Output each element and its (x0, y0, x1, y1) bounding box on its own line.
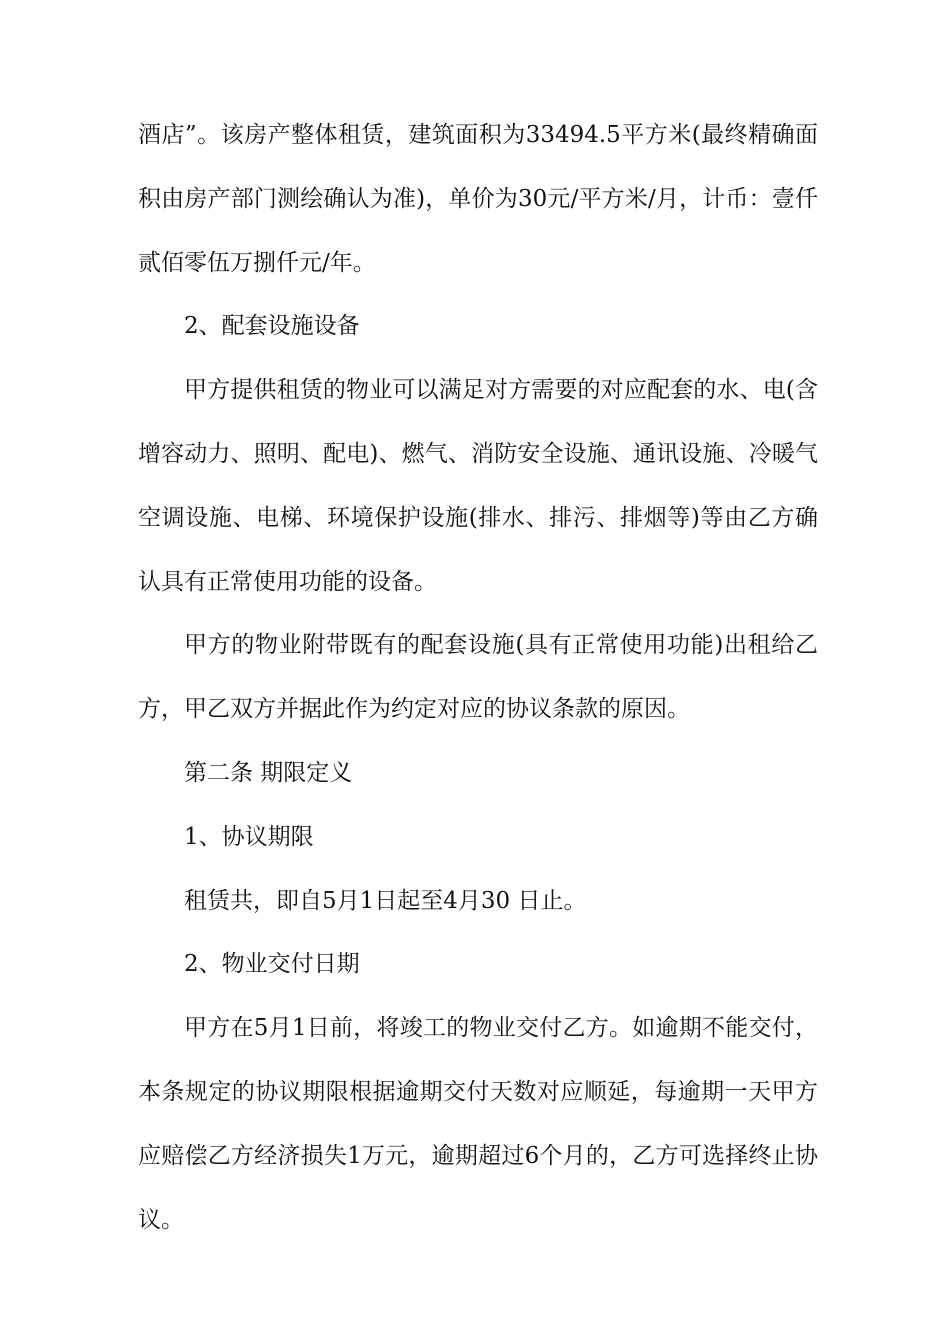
paragraph-lease-period: 租赁共，即自5月1日起至4月30 日止。 (184, 887, 587, 914)
paragraph-facilities-lease: 甲方的物业附带既有的配套设施(具有正常使用功能)出租给乙方，甲乙双方并据此作为约定对应的协议条款的原因。 (138, 632, 818, 723)
heading-supporting-facilities: 2、配套设施设备 (184, 313, 360, 340)
heading-delivery-date: 2、物业交付日期 (184, 951, 360, 978)
document-body (138, 104, 818, 1252)
paragraph-facilities-list: 甲方提供租赁的物业可以满足对方需要的对应配套的水、电(含增容动力、照明、配电)、燃气、消防安全设施、通讯设施、冷暖气空调设施、电梯、环境保护设施(排水、排污、排烟等)等由乙方确认具有正常使用功能的设备。 (138, 377, 818, 595)
heading-article-two-term: 第二条 期限定义 (184, 759, 353, 786)
paragraph-delivery-terms: 甲方在5月1日前，将竣工的物业交付乙方。如逾期不能交付，本条规定的协议期限根据逾期交付天数对应顺延，每逾期一天甲方应赔偿乙方经济损失1万元，逾期超过6个月的，乙方可选择终止协议。 (138, 1015, 818, 1233)
heading-agreement-term: 1、协议期限 (184, 823, 314, 850)
paragraph-property-lease-area: 酒店”。该房产整体租赁，建筑面积为33494.5平方米(最终精确面积由房产部门测绘确认为准)，单价为30元/平方米/月，计币：壹仟贰佰零伍万捌仟元/年。 (138, 122, 818, 276)
